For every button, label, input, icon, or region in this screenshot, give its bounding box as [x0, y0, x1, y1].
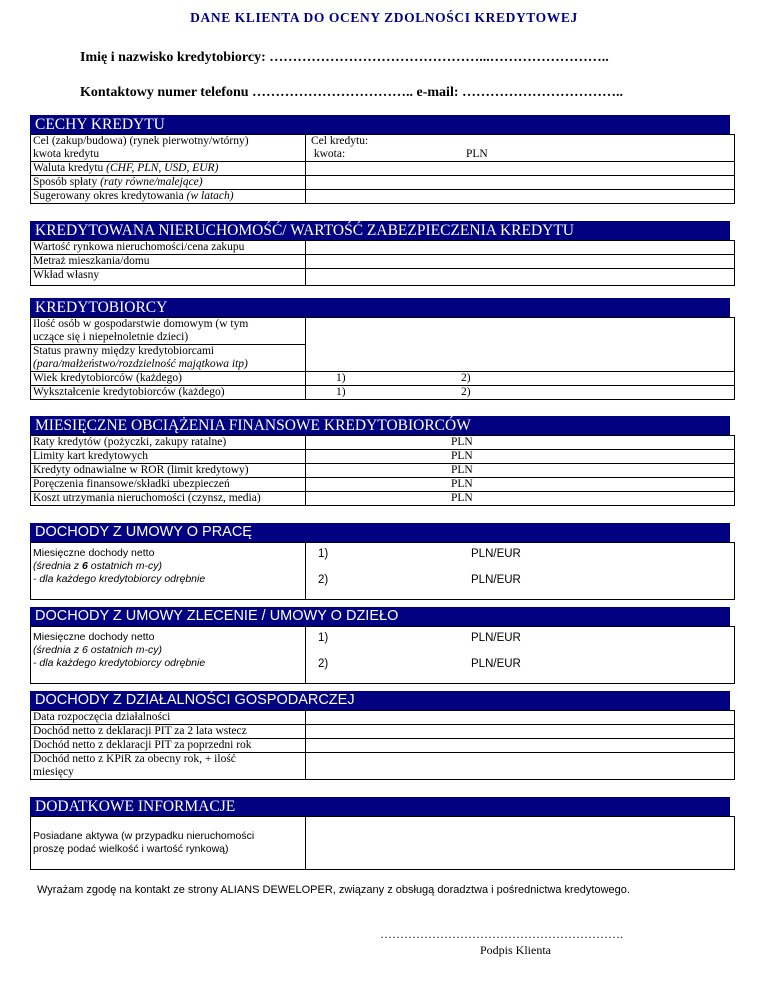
- label-koszt-utrzymania: Koszt utrzymania nieruchomości (czynsz, media): [31, 492, 306, 506]
- label-pit-poprzedni: Dochód netto z deklaracji PIT za poprzedni rok: [31, 739, 306, 753]
- label-pit-2-lata: Dochód netto z deklaracji PIT za 2 lata wstecz: [31, 725, 306, 739]
- sposob-value[interactable]: [306, 176, 734, 190]
- wiek-2-marker: 2): [461, 372, 471, 384]
- section-header-praca: DOCHODY Z UMOWY O PRACĘ: [30, 523, 730, 542]
- section-header-dzialalnosc: DOCHODY Z DZIAŁALNOŚCI GOSPODARCZEJ: [30, 691, 730, 710]
- name-line[interactable]: Imię i nazwisko kredytobiorcy: ………………………………………...……………………..: [80, 50, 609, 65]
- label-wartosc-rynkowa: Wartość rynkowa nieruchomości/cena zakupu: [31, 241, 306, 255]
- value-limity-kart[interactable]: PLN: [306, 450, 735, 464]
- label-okres: Sugerowany okres kredytowania (w latach): [31, 189, 305, 203]
- dodatkowe-table: [30, 816, 735, 870]
- value-wklad-wlasny[interactable]: [306, 269, 735, 286]
- cechy-values[interactable]: [306, 135, 735, 204]
- value-koszt-utrzymania[interactable]: PLN: [306, 492, 735, 506]
- value-data-rozpoczecia[interactable]: [306, 711, 735, 725]
- label-sposob-splaty: Sposób spłaty (raty równe/malejące): [31, 175, 305, 189]
- value-metraz[interactable]: [306, 255, 735, 269]
- value-aktywa[interactable]: [306, 817, 735, 870]
- page-title: DANE KLIENTA DO OCENY ZDOLNOŚCI KREDYTOWEJ: [190, 10, 578, 25]
- signature-label: Podpis Klienta: [480, 943, 551, 957]
- wiek-1-marker: 1): [336, 372, 346, 384]
- label-metraz: Metraż mieszkania/domu: [31, 255, 306, 269]
- value-pit-poprzedni[interactable]: [306, 739, 735, 753]
- label-kwota: kwota kredytu: [33, 148, 100, 160]
- value-wartosc-rynkowa[interactable]: [306, 241, 735, 255]
- value-wiek[interactable]: [306, 372, 735, 386]
- value-kredyty-ror[interactable]: PLN: [306, 464, 735, 478]
- label-wklad-wlasny: Wkład własny: [31, 269, 306, 286]
- wyksztalcenie-2-marker: 2): [461, 386, 471, 398]
- label-zlecenie-dochody: Miesięczne dochody netto (średnia z 6 ostatnich m-cy) - dla każdego kredytobiorcy odrębnie: [31, 627, 306, 684]
- section-header-obciazenia: MIESIĘCZNE OBCIĄŻENIA FINANSOWE KREDYTOBIORCÓW: [30, 416, 730, 435]
- phone-email-line[interactable]: Kontaktowy numer telefonu …………………………….. e-mail: ……………………………..: [80, 85, 623, 100]
- label-raty: Raty kredytów (pożyczki, zakupy ratalne): [31, 436, 306, 450]
- section-header-nieruchomosc: KREDYTOWANA NIERUCHOMOŚĆ/ WARTOŚĆ ZABEZPIECZENIA KREDYTU: [30, 221, 730, 240]
- label-kpir: Dochód netto z KPiR za obecny rok, + ilość miesięcy: [31, 753, 306, 780]
- label-waluta: Waluta kredytu (CHF, PLN, USD, EUR): [31, 161, 305, 175]
- label-aktywa: Posiadane aktywa (w przypadku nieruchomości proszę podać wielkość i wartość rynkową): [31, 817, 306, 870]
- waluta-value[interactable]: [306, 162, 734, 176]
- kwota-label: kwota:: [311, 148, 346, 160]
- value-pit-2-lata[interactable]: [306, 725, 735, 739]
- consent-text: Wyrażam zgodę na kontakt ze strony ALIANS DEWELOPER, związany z obsługą doradztwa i pośrednictwa kredytowego.: [37, 884, 630, 896]
- label-wiek: Wiek kredytobiorców (każdego): [31, 372, 306, 386]
- section-header-cechy: CECHY KREDYTU: [30, 115, 730, 134]
- obciazenia-table: [30, 435, 735, 506]
- cechy-labels: [31, 135, 306, 204]
- signature-line[interactable]: …………………………………………………….: [380, 927, 623, 941]
- value-praca-dochody[interactable]: 1) PLN/EUR 2) PLN/EUR: [306, 543, 735, 600]
- label-status-prawny: Status prawny między kredytobiorcami (para/małżeństwo/rozdzielność majątkowa itp): [31, 345, 306, 372]
- section-header-zlecenie: DOCHODY Z UMOWY ZLECENIE / UMOWY O DZIEŁO: [30, 607, 730, 626]
- cechy-table: [30, 134, 735, 204]
- label-wyksztalcenie: Wykształcenie kredytobiorców (każdego): [31, 386, 306, 400]
- value-raty[interactable]: PLN: [306, 436, 735, 450]
- label-limity-kart: Limity kart kredytowych: [31, 450, 306, 464]
- kwota-unit: PLN: [466, 148, 488, 160]
- label-kredyty-ror: Kredyty odnawialne w ROR (limit kredytowy): [31, 464, 306, 478]
- okres-value[interactable]: [308, 190, 732, 203]
- dzialalnosc-table: [30, 710, 735, 780]
- section-header-kredytobiorcy: KREDYTOBIORCY: [30, 298, 730, 317]
- label-data-rozpoczecia: Data rozpoczęcia działalności: [31, 711, 306, 725]
- value-poreczenia[interactable]: PLN: [306, 478, 735, 492]
- value-kpir[interactable]: [306, 753, 735, 780]
- label-cel: Cel (zakup/budowa) (rynek pierwotny/wtórny): [33, 135, 249, 147]
- wyksztalcenie-1-marker: 1): [336, 386, 346, 398]
- value-wyksztalcenie[interactable]: [306, 386, 735, 400]
- value-zlecenie-dochody[interactable]: 1) PLN/EUR 2) PLN/EUR: [306, 627, 735, 684]
- cel-label: Cel kredytu:: [311, 135, 369, 147]
- kredytobiorcy-table: [30, 317, 735, 400]
- section-header-dodatkowe: DODATKOWE INFORMACJE: [30, 797, 730, 816]
- nieruchomosc-table: [30, 240, 735, 286]
- label-ilosc-osob: Ilość osób w gospodarstwie domowym (w tym uczące się i niepełnoletnie dzieci): [31, 318, 306, 345]
- label-praca-dochody: Miesięczne dochody netto (średnia z 6 ostatnich m-cy) - dla każdego kredytobiorcy odrębnie: [31, 543, 306, 600]
- zlecenie-table: [30, 626, 735, 684]
- label-poreczenia: Poręczenia finansowe/składki ubezpieczeń: [31, 478, 306, 492]
- value-osoby-status[interactable]: [306, 318, 735, 372]
- praca-table: [30, 542, 735, 600]
